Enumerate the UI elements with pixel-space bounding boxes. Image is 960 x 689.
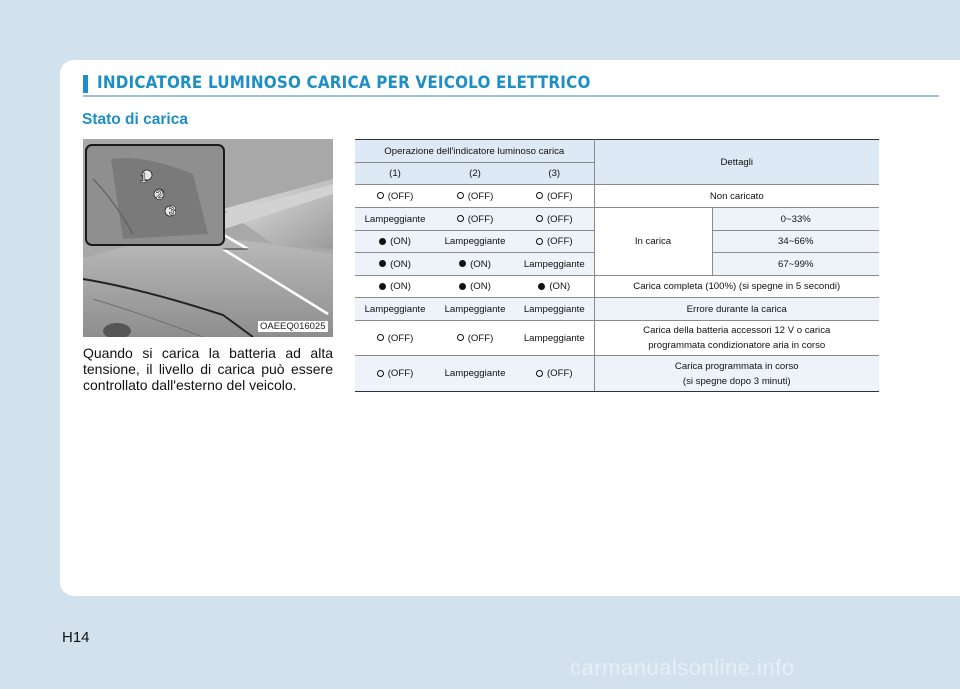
off-icon <box>377 370 384 377</box>
blink-cell: Lampeggiante <box>355 208 435 231</box>
header-accent-bar <box>83 75 88 93</box>
details-cell: Non caricato <box>594 185 879 208</box>
table-row: (ON) Lampeggiante (OFF) 34~66% <box>355 231 879 253</box>
details-header: Dettagli <box>594 140 879 185</box>
off-icon <box>536 215 543 222</box>
details-cell: Carica completa (100%) (si spegne in 5 secondi) <box>594 276 879 298</box>
blink-cell: Lampeggiante <box>515 298 594 321</box>
car-photo <box>83 139 333 337</box>
col-header-1: (1) <box>355 163 435 185</box>
off-icon <box>377 334 384 341</box>
table-row: (OFF) (OFF) (OFF) Non caricato <box>355 185 879 208</box>
blink-cell: Lampeggiante <box>435 356 515 392</box>
off-icon <box>457 215 464 222</box>
section-header <box>83 73 939 97</box>
details-cell: Carica della batteria accessori 12 V o carica programmata condizionatore aria in corso <box>594 321 879 356</box>
off-icon <box>457 334 464 341</box>
on-icon <box>538 283 545 290</box>
off-icon <box>377 192 384 199</box>
table-row: (OFF) (OFF) Lampeggiante Carica della batteria accessori 12 V o carica programmata condizionatore aria in corso <box>355 321 879 356</box>
blink-cell: Lampeggiante <box>515 321 594 356</box>
on-icon <box>379 260 386 267</box>
col-header-2: (2) <box>435 163 515 185</box>
figure-caption: OAEEQ016025 <box>260 321 326 332</box>
details-cell: Carica programmata in corso (si spegne dopo 3 minuti) <box>594 356 879 392</box>
off-icon <box>457 192 464 199</box>
off-icon <box>536 192 543 199</box>
off-icon <box>536 238 543 245</box>
callout-label-3: 3 <box>169 203 177 218</box>
page-number: H14 <box>62 629 90 646</box>
table-row <box>355 298 879 321</box>
blink-cell: Lampeggiante <box>435 231 515 253</box>
table-row: (ON) (ON) Lampeggiante 67~99% <box>355 253 879 276</box>
charge-status-table <box>355 139 879 392</box>
table-row: (OFF) Lampeggiante (OFF) Carica programmata in corso (si spegne dopo 3 minuti) <box>355 356 879 392</box>
blink-cell: Lampeggiante <box>515 253 594 276</box>
page-title: INDICATORE LUMINOSO CARICA PER VEICOLO ELETTRICO <box>97 73 591 92</box>
percent-cell: 0~33% <box>712 208 879 231</box>
section-title: Stato di carica <box>82 111 188 128</box>
table-row: (ON) (ON) (ON) Carica completa (100%) (si spegne in 5 secondi) <box>355 276 879 298</box>
blink-cell: Lampeggiante <box>355 298 435 321</box>
on-icon <box>379 283 386 290</box>
callout-label-1: 1 <box>140 170 148 185</box>
percent-cell: 34~66% <box>712 231 879 253</box>
percent-cell: 67~99% <box>712 253 879 276</box>
callout-label-2: 2 <box>156 187 164 202</box>
body-paragraph: Quando si carica la batteria ad alta tensione, il livello di carica può essere controllato dall'esterno del veicolo. <box>83 345 333 393</box>
off-icon <box>536 370 543 377</box>
details-cell: Errore durante la carica <box>594 298 879 321</box>
on-icon <box>459 283 466 290</box>
table-row: Lampeggiante (OFF) (OFF) In carica 0~33% <box>355 208 879 231</box>
header-group: Operazione dell'indicatore luminoso carica <box>355 140 594 163</box>
on-icon <box>379 238 386 245</box>
car-illustration <box>83 139 333 337</box>
details-cell: In carica <box>594 208 712 276</box>
watermark: carmanualsonline.info <box>570 655 795 680</box>
col-header-3: (3) <box>515 163 594 185</box>
blink-cell: Lampeggiante <box>435 298 515 321</box>
on-icon <box>459 260 466 267</box>
